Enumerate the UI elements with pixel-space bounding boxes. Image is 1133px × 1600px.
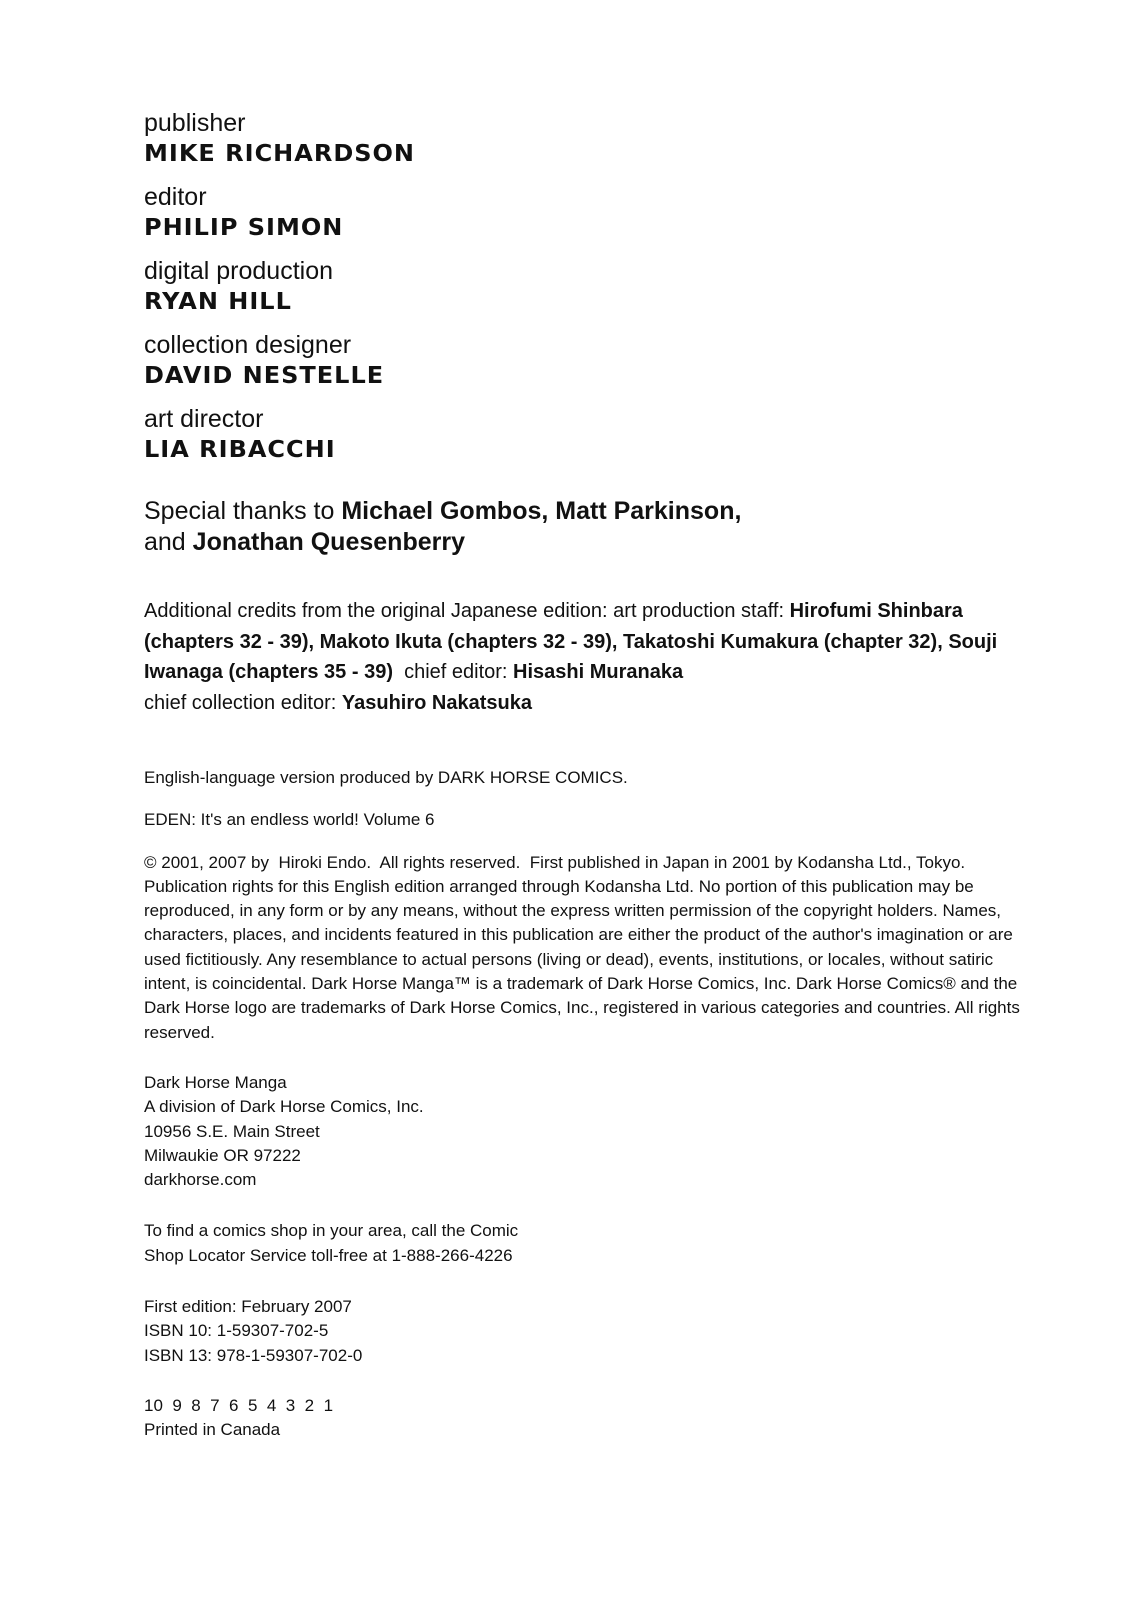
publisher-address <box>144 1071 1024 1192</box>
copyright-notice: © 2001, 2007 by Hiroki Endo. All rights reserved. First published in Japan in 2001 by Kodansha Ltd., Tokyo. Publication rights for this English edition arranged through Kodansha Ltd. No portion of this publication may be reproduced, in any form or by any means, without the express written permission of the copyright holders. Names, characters, places, and incidents featured in this publication are either the product of the author's imagination or are used fictitiously. Any resemblance to actual persons (living or dead), events, institutions, or locales, without satiric intent, is coincidental. Dark Horse Manga™ is a trademark of Dark Horse Comics, Inc. Dark Horse Comics® and the Dark Horse logo are trademarks of Dark Horse Comics, Inc., registered in various categories and countries. All rights reserved. <box>144 852 1025 1042</box>
address-line: A division of Dark Horse Comics, Inc. <box>144 1097 424 1117</box>
name-collection-designer: DAVID NESTELLE <box>144 361 385 389</box>
thanks-names-1: Michael Gombos, Matt Parkinson, <box>341 497 742 525</box>
shop-line: To find a comics shop in your area, call the Comic <box>144 1221 519 1241</box>
name-art-director: LIA RIBACCHI <box>144 435 336 463</box>
print-run-info <box>144 1394 1024 1443</box>
credits-collection-label: chief collection editor: <box>144 691 342 714</box>
name-editor: PHILIP SIMON <box>144 213 344 241</box>
edition-info <box>144 1295 1024 1368</box>
address-line: Dark Horse Manga <box>144 1072 287 1092</box>
isbn-10: ISBN 10: 1-59307-702-5 <box>144 1321 329 1341</box>
thanks-and: and <box>144 528 193 556</box>
role-art-director: art director <box>144 405 264 433</box>
printed-in: Printed in Canada <box>144 1420 281 1440</box>
name-digital-production: RYAN HILL <box>144 287 292 315</box>
name-publisher: MIKE RICHARDSON <box>144 139 416 167</box>
shop-line: Shop Locator Service toll-free at 1-888-266-4226 <box>144 1245 513 1265</box>
website-link: darkhorse.com <box>144 1170 257 1190</box>
isbn-13: ISBN 13: 978-1-59307-702-0 <box>144 1345 363 1365</box>
thanks-names-2: Jonathan Quesenberry <box>192 528 465 556</box>
role-publisher: publisher <box>144 109 246 137</box>
special-thanks <box>144 496 1024 558</box>
credits-intro: Additional credits from the original Japanese edition: art production staff: <box>144 600 790 622</box>
credits-art-staff: Hirofumi Shinbara (chapters 32 - 39), Makoto Ikuta (chapters 32 - 39), Takatoshi Kumakura (chapter 32), Souji Iwanaga (chapters 35 - 39) <box>144 600 998 683</box>
role-collection-designer: collection designer <box>144 331 352 359</box>
first-edition: First edition: February 2007 <box>144 1297 352 1317</box>
credits-collection-name: Yasuhiro Nakatsuka <box>341 691 532 714</box>
address-line: Milwaukie OR 97222 <box>144 1145 301 1165</box>
credits-chief-name: Hisashi Muranaka <box>513 661 684 683</box>
english-version-note: English-language version produced by DARK HORSE COMICS. <box>144 768 628 787</box>
credits-page <box>144 108 1024 1443</box>
book-title-line: EDEN: It's an endless world! Volume 6 <box>144 810 435 830</box>
japanese-credits <box>144 596 1024 718</box>
credits-chief-label: chief editor: <box>392 661 514 683</box>
role-editor: editor <box>144 183 207 211</box>
comic-shop-locator <box>144 1219 1024 1268</box>
print-run-numbers: 10 9 8 7 6 5 4 3 2 1 <box>144 1395 334 1415</box>
thanks-prefix: Special thanks to <box>144 497 342 525</box>
staff-list <box>144 108 1024 466</box>
role-digital-production: digital production <box>144 257 334 285</box>
address-line: 10956 S.E. Main Street <box>144 1121 320 1141</box>
